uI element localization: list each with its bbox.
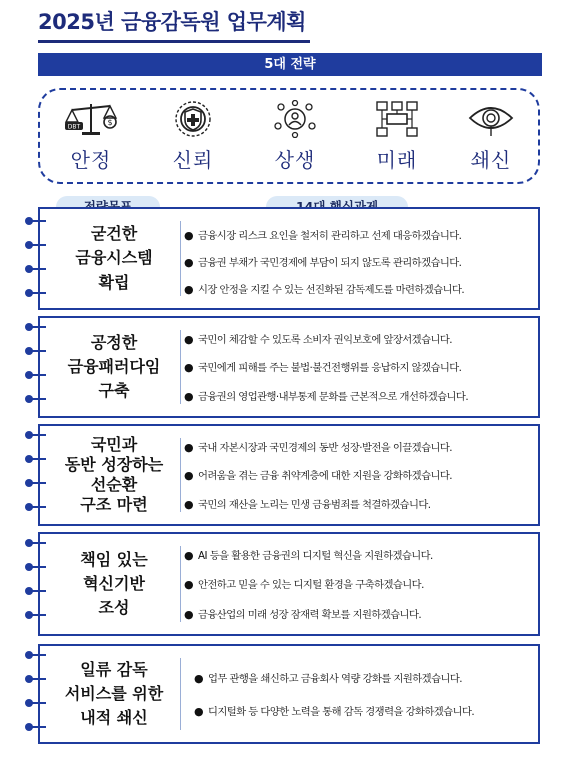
task-item: ● 국내 자본시장과 국민경제의 동반 성장·발전을 이끌겠습니다. [184,440,452,454]
binder-ring-icon [30,566,46,568]
goal-line: 굳건한 [90,224,138,244]
bullet-icon: ● [184,440,194,454]
binder-ring-icon [30,702,46,704]
bullet-icon: ● [194,672,204,685]
goal-line: 책임 있는 [80,549,148,569]
strategic-goal-3 [40,426,188,524]
pillar-future [352,90,442,182]
task-list-2 [184,318,534,416]
binder-ring-icon [30,654,46,656]
binder-ring-icon [30,292,46,294]
binder-ring-icon [30,590,46,592]
section-2 [38,316,540,418]
task-item: ● 금융권 부채가 국민경제에 부담이 되지 않도록 관리하겠습니다. [184,256,462,269]
pillar-reform [446,90,536,182]
pillar-label-reform: 쇄신 [470,148,512,172]
task-item: ● 어려움을 겪는 금융 취약계층에 대한 지원을 강화하겠습니다. [184,469,452,483]
pillar-label-stability: 안정 [70,148,112,172]
goal-line: 조성 [98,598,130,618]
task-list-3 [184,426,534,524]
pillar-badge-dollar: $ [107,118,113,127]
binder-ring-icon [30,482,46,484]
goal-line: 일류 감독 [80,659,148,679]
goal-line: 국민과 [90,435,138,454]
binder-ring-icon [30,398,46,400]
bullet-icon: ● [184,229,194,242]
section-divider [180,658,181,730]
bullet-icon: ● [184,498,194,512]
bullet-icon: ● [184,390,194,404]
pillar-coexistence [250,90,340,182]
goal-line: 금융시스템 [75,248,153,268]
binder-ring-icon [30,350,46,352]
task-item: ● 금융시장 리스크 요인을 철저히 관리하고 선제 대응하겠습니다. [184,229,462,242]
goal-line: 구축 [98,381,130,401]
eye-icon [468,100,514,138]
bullet-icon: ● [194,705,204,718]
task-item: ● 국민이 체감할 수 있도록 소비자 권익보호에 앞장서겠습니다. [184,332,452,346]
bullet-icon: ● [184,469,194,483]
binder-ring-icon [30,434,46,436]
binder-ring-icon [30,220,46,222]
strategic-goal-1 [40,209,188,308]
goal-line: 서비스를 위한 [64,683,164,703]
binder-ring-icon [30,374,46,376]
binder-ring-icon [30,506,46,508]
task-item: ● AI 등을 활용한 금융권의 디지털 혁신을 지원하겠습니다. [184,549,433,563]
strategic-goal-2 [40,318,188,416]
task-item: ● 금융산업의 미래 성장 잠재력 확보를 지원하겠습니다. [184,607,422,621]
section-divider [180,330,181,404]
binder-ring-icon [30,678,46,680]
goal-line: 금융패러다임 [67,356,161,376]
bullet-icon: ● [184,332,194,346]
binder-ring-icon [30,244,46,246]
strategic-goal-4 [40,534,188,634]
bullet-icon: ● [184,283,194,296]
goal-line: 확립 [98,272,130,292]
section-5 [38,644,540,744]
pillar-label-coexistence: 상생 [274,148,316,172]
task-item: ● 국민의 재산을 노리는 민생 금융범죄를 척결하겠습니다. [184,498,431,512]
people-network-icon [273,100,317,138]
pillar-label-trust: 신뢰 [172,148,214,172]
task-list-4 [184,534,534,634]
section-divider [180,438,181,512]
goal-line: 공정한 [90,332,138,352]
bullet-icon: ● [184,361,194,375]
binder-ring-icon [30,458,46,460]
goal-line: 선순환 [90,475,138,494]
section-divider [180,221,181,296]
bullet-icon: ● [184,578,194,592]
task-item: ● 업무 관행을 쇄신하고 금융회사 역량 강화를 지원하겠습니다. [194,672,462,685]
pillar-box [38,88,540,184]
pillar-badge-debt: DBT [67,123,81,131]
bullet-icon: ● [184,256,194,269]
task-item: ● 디지털화 등 다양한 노력을 통해 감독 경쟁력을 강화하겠습니다. [194,705,475,718]
title-underline [38,40,310,43]
task-item: ● 국민에게 피해를 주는 불법·불건전행위를 응납하지 않겠습니다. [184,361,462,375]
task-list-1 [184,209,534,308]
binder-ring-icon [30,326,46,328]
section-4 [38,532,540,636]
shield-medical-cross-icon [173,100,213,138]
pillar-label-future: 미래 [376,148,418,172]
bullet-icon: ● [184,549,194,563]
goal-line: 동반 성장하는 [64,455,164,474]
bullet-icon: ● [184,607,194,621]
binder-ring-icon [30,542,46,544]
goal-line: 내적 쇄신 [80,708,148,728]
section-1 [38,207,540,310]
binder-ring-icon [30,614,46,616]
pillar-trust [148,90,238,182]
goal-line: 구조 마련 [80,495,148,514]
balance-scale-icon [64,100,118,138]
strategy-banner: 5대 전략 [38,53,542,76]
page-title: 2025년 금융감독원 업무계획 [38,10,306,34]
task-list-5 [184,646,534,742]
section-divider [180,546,181,622]
goal-line: 혁신기반 [83,573,145,593]
binder-ring-icon [30,726,46,728]
task-item: ● 금융권의 영업관행·내부통제 문화를 근본적으로 개선하겠습니다. [184,390,469,404]
section-3 [38,424,540,526]
network-diagram-icon [375,100,419,138]
binder-ring-icon [30,268,46,270]
task-item: ● 안전하고 믿을 수 있는 디지털 환경을 구축하겠습니다. [184,578,424,592]
strategic-goal-5 [40,646,188,742]
task-item: ● 시장 안정을 지킬 수 있는 선진화된 감독제도를 마련하겠습니다. [184,283,465,296]
pillar-stability [46,90,136,182]
